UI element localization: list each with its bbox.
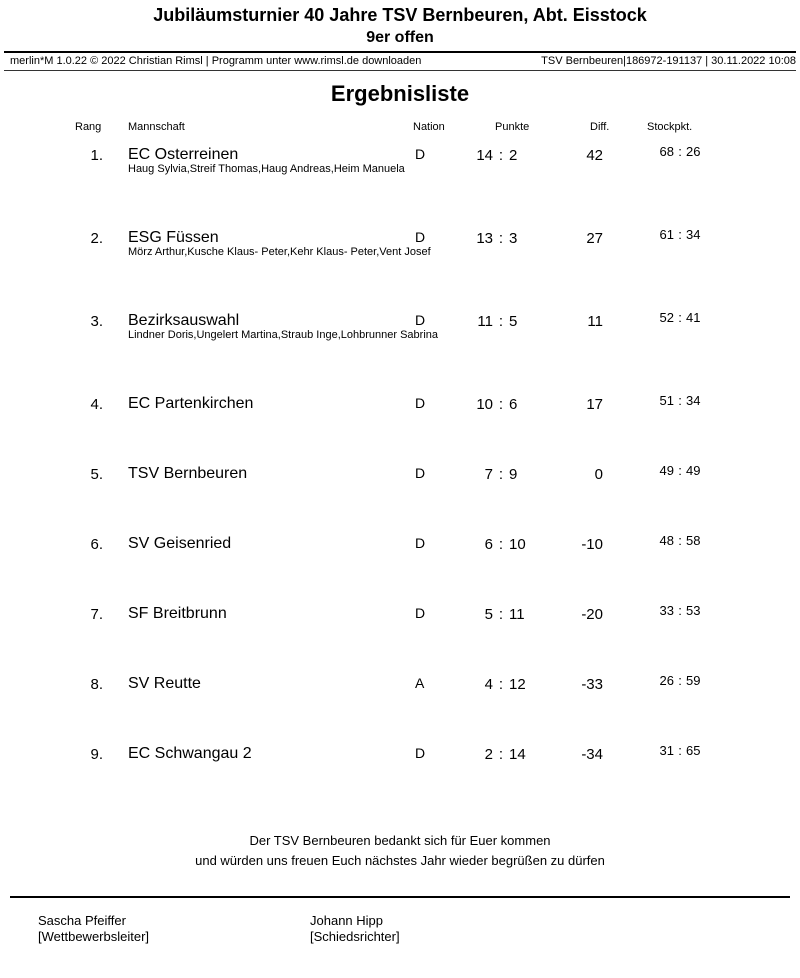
points-lost: 5 bbox=[509, 313, 518, 330]
rank-cell: 2. bbox=[90, 230, 103, 247]
points-won: 14 bbox=[476, 147, 493, 164]
nation-cell: D bbox=[415, 465, 426, 481]
stockpoints-cell bbox=[638, 310, 722, 325]
points-won: 6 bbox=[484, 536, 493, 553]
points-lost: 3 bbox=[509, 230, 518, 247]
column-header-diff: Diff. bbox=[590, 121, 610, 133]
team-name: ESG Füssen bbox=[128, 229, 219, 246]
stock-for: 49 bbox=[659, 463, 674, 478]
column-header-nation: Nation bbox=[413, 121, 445, 133]
stock-for: 48 bbox=[659, 533, 674, 548]
table-row bbox=[0, 669, 800, 739]
stock-against: 65 bbox=[686, 743, 701, 758]
points-cell bbox=[450, 313, 556, 330]
document-title: Jubiläumsturnier 40 Jahre TSV Bernbeuren, Abt. Eisstock bbox=[153, 5, 647, 25]
stock-for: 33 bbox=[659, 603, 674, 618]
stock-against: 26 bbox=[686, 144, 701, 159]
rank-cell: 8. bbox=[90, 676, 103, 693]
points-cell bbox=[450, 606, 556, 623]
thanks-line-2: und würden uns freuen Euch nächstes Jahr wieder begrüßen zu dürfen bbox=[195, 853, 605, 868]
player-names: Mörz Arthur,Kusche Klaus- Peter,Kehr Klaus- Peter,Vent Josef bbox=[128, 246, 431, 258]
document-subtitle: 9er offen bbox=[366, 29, 434, 46]
diff-cell: 11 bbox=[587, 313, 603, 330]
points-separator: : bbox=[498, 746, 504, 763]
points-won: 10 bbox=[476, 396, 493, 413]
nation-cell: D bbox=[415, 535, 426, 551]
diff-cell: 17 bbox=[586, 396, 603, 413]
signature-name: Johann Hipp bbox=[310, 913, 383, 928]
table-row bbox=[0, 389, 800, 459]
stock-separator: : bbox=[678, 463, 682, 478]
points-won: 4 bbox=[484, 676, 493, 693]
team-name: SF Breitbrunn bbox=[128, 605, 227, 622]
stock-separator: : bbox=[678, 743, 682, 758]
points-lost: 14 bbox=[509, 746, 526, 763]
stock-for: 51 bbox=[659, 393, 674, 408]
nation-cell: D bbox=[415, 229, 426, 245]
points-lost: 10 bbox=[509, 536, 526, 553]
diff-cell: -10 bbox=[581, 536, 603, 553]
signature-name: Sascha Pfeiffer bbox=[38, 913, 126, 928]
points-separator: : bbox=[498, 396, 504, 413]
stock-separator: : bbox=[678, 393, 682, 408]
stock-against: 53 bbox=[686, 603, 701, 618]
points-cell bbox=[450, 746, 556, 763]
player-names: Haug Sylvia,Streif Thomas,Haug Andreas,Heim Manuela bbox=[128, 163, 405, 175]
stock-against: 34 bbox=[686, 227, 701, 242]
table-row bbox=[0, 306, 800, 389]
header-rule-bottom bbox=[4, 70, 796, 71]
points-won: 11 bbox=[477, 313, 493, 330]
column-header-points: Punkte bbox=[495, 121, 530, 133]
column-header-rank: Rang bbox=[75, 121, 102, 133]
player-names: Lindner Doris,Ungelert Martina,Straub Inge,Lohbrunner Sabrina bbox=[128, 329, 439, 341]
points-separator: : bbox=[498, 466, 504, 483]
stock-separator: : bbox=[678, 310, 682, 325]
stock-for: 31 bbox=[659, 743, 674, 758]
points-lost: 2 bbox=[509, 147, 518, 164]
stockpoints-cell bbox=[638, 463, 722, 478]
team-name: SV Geisenried bbox=[128, 535, 232, 552]
nation-cell: D bbox=[415, 745, 426, 761]
team-name: EC Osterreinen bbox=[128, 146, 239, 163]
points-cell bbox=[450, 230, 556, 247]
stockpoints-cell bbox=[638, 603, 722, 618]
signature-referee bbox=[310, 913, 400, 945]
rank-cell: 6. bbox=[90, 536, 103, 553]
points-won: 7 bbox=[484, 466, 493, 483]
stockpoints-cell bbox=[638, 393, 722, 408]
stock-separator: : bbox=[678, 603, 682, 618]
nation-cell: A bbox=[415, 675, 425, 691]
rank-cell: 7. bbox=[90, 606, 103, 623]
footer-rule bbox=[10, 896, 790, 898]
program-info: merlin*M 1.0.22 © 2022 Christian Rimsl | Programm unter www.rimsl.de downloaden bbox=[10, 55, 422, 67]
rank-cell: 3. bbox=[90, 313, 103, 330]
team-name: TSV Bernbeuren bbox=[128, 465, 248, 482]
stockpoints-cell bbox=[638, 144, 722, 159]
nation-cell: D bbox=[415, 395, 426, 411]
points-separator: : bbox=[498, 230, 504, 247]
stockpoints-cell bbox=[638, 673, 722, 688]
stock-against: 59 bbox=[686, 673, 701, 688]
points-separator: : bbox=[498, 676, 504, 693]
points-cell bbox=[450, 536, 556, 553]
points-separator: : bbox=[498, 606, 504, 623]
page-title: Ergebnisliste bbox=[330, 81, 470, 106]
stock-separator: : bbox=[678, 673, 682, 688]
table-row bbox=[0, 223, 800, 306]
nation-cell: D bbox=[415, 605, 426, 621]
signature-role: [Wettbewerbsleiter] bbox=[38, 929, 150, 944]
points-lost: 9 bbox=[509, 466, 518, 483]
team-name: Bezirksauswahl bbox=[128, 312, 240, 329]
table-row bbox=[0, 599, 800, 669]
stockpoints-cell bbox=[638, 743, 722, 758]
nation-cell: D bbox=[415, 146, 426, 162]
team-name: EC Partenkirchen bbox=[128, 395, 254, 412]
stockpoints-cell bbox=[638, 533, 722, 548]
thanks-message bbox=[0, 831, 800, 871]
table-row bbox=[0, 140, 800, 223]
stock-separator: : bbox=[678, 144, 682, 159]
signature-competition-leader bbox=[38, 913, 149, 945]
rank-cell: 9. bbox=[90, 746, 103, 763]
diff-cell: -20 bbox=[581, 606, 603, 623]
points-lost: 12 bbox=[509, 676, 526, 693]
event-info: TSV Bernbeuren|186972-191137 | 30.11.2022 10:08 bbox=[541, 55, 796, 67]
rank-cell: 4. bbox=[90, 396, 103, 413]
thanks-line-1: Der TSV Bernbeuren bedankt sich für Euer kommen bbox=[249, 833, 551, 848]
diff-cell: 27 bbox=[586, 230, 603, 247]
diff-cell: 42 bbox=[586, 147, 603, 164]
rank-cell: 5. bbox=[90, 466, 103, 483]
table-row bbox=[0, 459, 800, 529]
stock-against: 58 bbox=[686, 533, 701, 548]
signature-role: [Schiedsrichter] bbox=[310, 929, 400, 944]
points-lost: 11 bbox=[509, 606, 525, 623]
points-separator: : bbox=[498, 536, 504, 553]
points-cell bbox=[450, 147, 556, 164]
stock-for: 68 bbox=[659, 144, 674, 159]
points-won: 2 bbox=[484, 746, 493, 763]
points-cell bbox=[450, 676, 556, 693]
stock-against: 34 bbox=[686, 393, 701, 408]
points-won: 5 bbox=[484, 606, 493, 623]
header-rule-top bbox=[4, 51, 796, 53]
stock-for: 61 bbox=[659, 227, 674, 242]
stock-separator: : bbox=[678, 227, 682, 242]
points-separator: : bbox=[498, 147, 504, 164]
stock-for: 52 bbox=[659, 310, 674, 325]
rank-cell: 1. bbox=[90, 147, 103, 164]
column-header-stockpoints: Stockpkt. bbox=[647, 121, 693, 133]
results-table bbox=[0, 140, 800, 809]
nation-cell: D bbox=[415, 312, 426, 328]
stock-separator: : bbox=[678, 533, 682, 548]
diff-cell: -34 bbox=[581, 746, 603, 763]
stock-for: 26 bbox=[659, 673, 674, 688]
table-row bbox=[0, 529, 800, 599]
points-cell bbox=[450, 396, 556, 413]
team-name: EC Schwangau 2 bbox=[128, 745, 252, 762]
points-won: 13 bbox=[476, 230, 493, 247]
points-cell bbox=[450, 466, 556, 483]
stockpoints-cell bbox=[638, 227, 722, 242]
diff-cell: -33 bbox=[581, 676, 603, 693]
stock-against: 49 bbox=[686, 463, 701, 478]
diff-cell: 0 bbox=[594, 466, 603, 483]
table-row bbox=[0, 739, 800, 809]
column-header-team: Mannschaft bbox=[128, 121, 185, 133]
points-separator: : bbox=[498, 313, 504, 330]
stock-against: 41 bbox=[686, 310, 701, 325]
points-lost: 6 bbox=[509, 396, 518, 413]
meta-row bbox=[10, 55, 796, 68]
team-name: SV Reutte bbox=[128, 675, 201, 692]
